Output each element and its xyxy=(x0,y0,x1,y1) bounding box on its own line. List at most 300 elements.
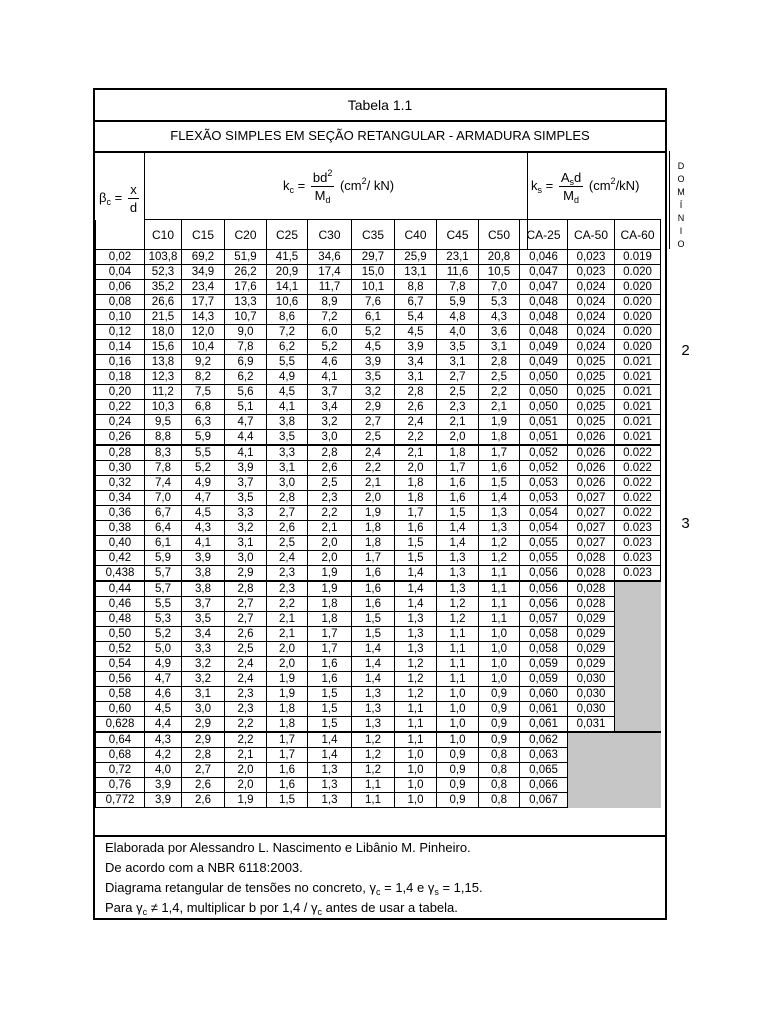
beta-cell: 0,58 xyxy=(96,687,145,702)
value-cell: 3,2 xyxy=(225,521,267,536)
value-cell: 1,5 xyxy=(308,702,352,717)
table-row xyxy=(96,551,661,566)
value-cell: 3,0 xyxy=(225,551,267,566)
value-cell: 1,7 xyxy=(308,627,352,642)
domain-3-label: 3 xyxy=(681,515,690,532)
value-cell: 0.023 xyxy=(615,521,661,536)
value-cell: 2,1 xyxy=(352,476,395,491)
value-cell: 0,056 xyxy=(520,566,568,582)
value-cell: 4,1 xyxy=(182,536,225,551)
table-row xyxy=(96,325,661,340)
value-cell: 1,8 xyxy=(308,597,352,612)
value-cell: 0,9 xyxy=(437,778,479,793)
value-cell: 2,2 xyxy=(395,430,437,446)
value-cell: 4,5 xyxy=(352,340,395,355)
value-cell: 1,8 xyxy=(352,536,395,551)
table-row xyxy=(96,506,661,521)
value-cell: 2,9 xyxy=(225,566,267,582)
value-cell: 3,1 xyxy=(267,461,308,476)
table-row xyxy=(96,310,661,325)
value-cell: 11,6 xyxy=(437,265,479,280)
value-cell: 4,8 xyxy=(437,310,479,325)
value-cell: 4,5 xyxy=(395,325,437,340)
empty-cell xyxy=(568,763,615,778)
empty-cell xyxy=(615,763,661,778)
value-cell: 1,1 xyxy=(479,612,520,627)
value-cell: 7,8 xyxy=(145,461,182,476)
value-cell: 1,1 xyxy=(395,717,437,733)
value-cell: 1,0 xyxy=(479,627,520,642)
value-cell: 1,4 xyxy=(352,657,395,672)
value-cell: 0,028 xyxy=(568,551,615,566)
value-cell: 4,1 xyxy=(225,445,267,461)
value-cell: 2,4 xyxy=(225,657,267,672)
value-cell: 2,1 xyxy=(267,612,308,627)
beta-cell: 0,54 xyxy=(96,657,145,672)
value-cell: 11,2 xyxy=(145,385,182,400)
value-cell: 1,8 xyxy=(267,702,308,717)
value-cell: 0.022 xyxy=(615,461,661,476)
beta-cell: 0,628 xyxy=(96,717,145,733)
value-cell: 0,9 xyxy=(479,702,520,717)
value-cell: 6,4 xyxy=(145,521,182,536)
table-row xyxy=(96,717,661,733)
value-cell: 2,6 xyxy=(267,521,308,536)
value-cell: 1,9 xyxy=(267,672,308,687)
value-cell: 2,6 xyxy=(395,400,437,415)
note-line-1: Elaborada por Alessandro L. Nascimento e Libânio M. Pinheiro. xyxy=(105,840,471,855)
table-row xyxy=(96,491,661,506)
table-row xyxy=(96,461,661,476)
table-row xyxy=(96,280,661,295)
value-cell: 0,025 xyxy=(568,370,615,385)
value-cell: 1,3 xyxy=(308,778,352,793)
beta-cell: 0,32 xyxy=(96,476,145,491)
value-cell: 0,056 xyxy=(520,581,568,597)
empty-cell xyxy=(615,748,661,763)
value-cell: 6,1 xyxy=(145,536,182,551)
value-cell: 6,2 xyxy=(267,340,308,355)
value-cell: 0,027 xyxy=(568,536,615,551)
beta-cell: 0,68 xyxy=(96,748,145,763)
table-row xyxy=(96,778,661,793)
value-cell: 0,025 xyxy=(568,415,615,430)
empty-cell xyxy=(568,748,615,763)
value-cell: 2,3 xyxy=(267,566,308,582)
value-cell: 5,1 xyxy=(225,400,267,415)
value-cell: 0.021 xyxy=(615,385,661,400)
value-cell: 0.020 xyxy=(615,340,661,355)
value-cell: 1,0 xyxy=(395,763,437,778)
value-cell: 3,1 xyxy=(225,536,267,551)
ks-formula: $k_s$ = $\frac{A_sd}{M_d}$ $(cm^2/kN)$ xyxy=(531,170,640,205)
beta-cell: 0,34 xyxy=(96,491,145,506)
empty-cell xyxy=(568,778,615,793)
value-cell: 0,054 xyxy=(520,506,568,521)
beta-cell: 0,56 xyxy=(96,672,145,687)
value-cell: 0,029 xyxy=(568,627,615,642)
value-cell: 0.021 xyxy=(615,430,661,446)
value-cell: 1,8 xyxy=(308,612,352,627)
value-cell: 1,9 xyxy=(479,415,520,430)
note-line-4: Para $\gamma_c \ne 1,4$, multiplicar b por $1,4 / \gamma_c$ antes de usar a tabela. xyxy=(105,900,458,917)
beta-cell: 0,30 xyxy=(96,461,145,476)
beta-cell: 0,28 xyxy=(96,445,145,461)
value-cell: 0,9 xyxy=(479,717,520,733)
beta-cell: 0,24 xyxy=(96,415,145,430)
table-row xyxy=(96,536,661,551)
value-cell: 5,2 xyxy=(352,325,395,340)
value-cell: 3,2 xyxy=(182,672,225,687)
value-cell: 2,7 xyxy=(225,612,267,627)
value-cell: 0,047 xyxy=(520,265,568,280)
value-cell: 1,2 xyxy=(437,597,479,612)
table-row xyxy=(96,581,661,597)
value-cell: 3,4 xyxy=(395,355,437,370)
value-cell: 1,1 xyxy=(437,627,479,642)
table-row xyxy=(96,445,661,461)
value-cell: 4,5 xyxy=(267,385,308,400)
beta-cell: 0,36 xyxy=(96,506,145,521)
value-cell: 17,4 xyxy=(308,265,352,280)
value-cell: 4,7 xyxy=(225,415,267,430)
value-cell: 2,0 xyxy=(352,491,395,506)
value-cell: 12,3 xyxy=(145,370,182,385)
value-cell: 3,4 xyxy=(182,627,225,642)
value-cell: 17,6 xyxy=(225,280,267,295)
value-cell: 0,048 xyxy=(520,325,568,340)
value-cell: 1,3 xyxy=(437,551,479,566)
value-cell: 3,5 xyxy=(225,491,267,506)
empty-cell xyxy=(615,597,661,612)
empty-cell xyxy=(568,793,615,808)
beta-cell: 0,438 xyxy=(96,566,145,582)
value-cell: 1,1 xyxy=(437,672,479,687)
value-cell: 5,0 xyxy=(145,642,182,657)
value-cell: 0,051 xyxy=(520,415,568,430)
value-cell: 3,1 xyxy=(395,370,437,385)
value-cell: 0,9 xyxy=(437,763,479,778)
value-cell: 1,1 xyxy=(352,793,395,808)
beta-cell: 0,06 xyxy=(96,280,145,295)
value-cell: 1,5 xyxy=(479,476,520,491)
table-subtitle: FLEXÃO SIMPLES EM SEÇÃO RETANGULAR - ARMADURA SIMPLES xyxy=(170,128,590,143)
value-cell: 7,8 xyxy=(437,280,479,295)
value-cell: 0.020 xyxy=(615,265,661,280)
value-cell: 1,1 xyxy=(479,597,520,612)
value-cell: 0,026 xyxy=(568,430,615,446)
value-cell: 20,8 xyxy=(479,250,520,265)
value-cell: 2,0 xyxy=(225,778,267,793)
value-cell: 25,9 xyxy=(395,250,437,265)
value-cell: 0,027 xyxy=(568,506,615,521)
value-cell: 1,0 xyxy=(479,642,520,657)
value-cell: 1,6 xyxy=(308,672,352,687)
value-cell: 2,0 xyxy=(267,657,308,672)
value-cell: 5,9 xyxy=(145,551,182,566)
table-row xyxy=(96,732,661,748)
value-cell: 1,2 xyxy=(352,748,395,763)
value-cell: 5,3 xyxy=(479,295,520,310)
value-cell: 8,8 xyxy=(395,280,437,295)
table-row xyxy=(96,340,661,355)
value-cell: 5,4 xyxy=(395,310,437,325)
col-header-beta xyxy=(96,220,145,250)
value-cell: 1,3 xyxy=(479,506,520,521)
table-row xyxy=(96,702,661,717)
value-cell: 0,050 xyxy=(520,400,568,415)
value-cell: 3,9 xyxy=(145,778,182,793)
beta-cell: 0,08 xyxy=(96,295,145,310)
empty-cell xyxy=(615,702,661,717)
value-cell: 3,5 xyxy=(437,340,479,355)
value-cell: 14,1 xyxy=(267,280,308,295)
value-cell: 10,1 xyxy=(352,280,395,295)
value-cell: 1,2 xyxy=(395,672,437,687)
value-cell: 5,5 xyxy=(145,597,182,612)
value-cell: 0,8 xyxy=(479,778,520,793)
value-cell: 4,6 xyxy=(145,687,182,702)
value-cell: 1,8 xyxy=(437,445,479,461)
value-cell: 1,2 xyxy=(352,763,395,778)
beta-cell: 0,14 xyxy=(96,340,145,355)
value-cell: 4,9 xyxy=(267,370,308,385)
beta-cell: 0,16 xyxy=(96,355,145,370)
value-cell: 29,7 xyxy=(352,250,395,265)
value-cell: 4,7 xyxy=(182,491,225,506)
value-cell: 2,1 xyxy=(225,748,267,763)
value-cell: 1,3 xyxy=(395,627,437,642)
value-cell: 0,028 xyxy=(568,597,615,612)
value-cell: 0,029 xyxy=(568,612,615,627)
value-cell: 3,7 xyxy=(225,476,267,491)
value-cell: 2,5 xyxy=(267,536,308,551)
value-cell: 1,4 xyxy=(352,672,395,687)
empty-cell xyxy=(615,672,661,687)
value-cell: 3,3 xyxy=(182,642,225,657)
value-cell: 0.023 xyxy=(615,566,661,582)
value-cell: 7,0 xyxy=(145,491,182,506)
value-cell: 3,0 xyxy=(308,430,352,446)
empty-cell xyxy=(615,642,661,657)
value-cell: 1,8 xyxy=(267,717,308,733)
beta-cell: 0,48 xyxy=(96,612,145,627)
col-header: C25 xyxy=(267,220,308,250)
value-cell: 0.022 xyxy=(615,476,661,491)
value-cell: 1,8 xyxy=(395,491,437,506)
value-cell: 8,3 xyxy=(145,445,182,461)
beta-cell: 0,18 xyxy=(96,370,145,385)
value-cell: 13,8 xyxy=(145,355,182,370)
value-cell: 0,026 xyxy=(568,445,615,461)
value-cell: 2,5 xyxy=(437,385,479,400)
value-cell: 2,5 xyxy=(225,642,267,657)
value-cell: 4,3 xyxy=(479,310,520,325)
value-cell: 34,6 xyxy=(308,250,352,265)
table-row xyxy=(96,687,661,702)
value-cell: 6,0 xyxy=(308,325,352,340)
value-cell: 10,6 xyxy=(267,295,308,310)
value-cell: 0.021 xyxy=(615,370,661,385)
value-cell: 2,4 xyxy=(225,672,267,687)
value-cell: 18,0 xyxy=(145,325,182,340)
value-cell: 0,065 xyxy=(520,763,568,778)
divider xyxy=(95,835,665,837)
value-cell: 9,0 xyxy=(225,325,267,340)
value-cell: 1,3 xyxy=(479,521,520,536)
value-cell: 1,7 xyxy=(267,748,308,763)
value-cell: 26,2 xyxy=(225,265,267,280)
value-cell: 0,8 xyxy=(479,748,520,763)
value-cell: 2,6 xyxy=(225,627,267,642)
value-cell: 41,5 xyxy=(267,250,308,265)
beta-cell: 0,10 xyxy=(96,310,145,325)
value-cell: 3,5 xyxy=(182,612,225,627)
value-cell: 0.022 xyxy=(615,445,661,461)
beta-c-formula: $\beta_c$ = $\frac{x}{d}$ xyxy=(99,182,138,215)
col-header: C35 xyxy=(352,220,395,250)
value-cell: 2,3 xyxy=(437,400,479,415)
table-row xyxy=(96,672,661,687)
value-cell: 23,4 xyxy=(182,280,225,295)
value-cell: 1,4 xyxy=(395,581,437,597)
value-cell: 3,2 xyxy=(352,385,395,400)
value-cell: 0,023 xyxy=(568,265,615,280)
value-cell: 1,0 xyxy=(437,717,479,733)
value-cell: 0,028 xyxy=(568,581,615,597)
value-cell: 0,050 xyxy=(520,385,568,400)
value-cell: 4,0 xyxy=(437,325,479,340)
value-cell: 3,5 xyxy=(352,370,395,385)
col-header: CA-60 xyxy=(615,220,661,250)
beta-cell: 0,20 xyxy=(96,385,145,400)
value-cell: 3,1 xyxy=(479,340,520,355)
value-cell: 1,8 xyxy=(479,430,520,446)
value-cell: 7,0 xyxy=(479,280,520,295)
value-cell: 0,066 xyxy=(520,778,568,793)
value-cell: 51,9 xyxy=(225,250,267,265)
col-header: CA-25 xyxy=(520,220,568,250)
value-cell: 7,5 xyxy=(182,385,225,400)
value-cell: 0,030 xyxy=(568,672,615,687)
value-cell: 0,047 xyxy=(520,280,568,295)
value-cell: 3,4 xyxy=(308,400,352,415)
value-cell: 1,7 xyxy=(308,642,352,657)
divider xyxy=(95,151,665,153)
value-cell: 1,8 xyxy=(395,476,437,491)
value-cell: 0.019 xyxy=(615,250,661,265)
value-cell: 1,9 xyxy=(308,566,352,582)
value-cell: 8,2 xyxy=(182,370,225,385)
value-cell: 9,2 xyxy=(182,355,225,370)
value-cell: 1,5 xyxy=(395,536,437,551)
value-cell: 6,7 xyxy=(145,506,182,521)
table-row xyxy=(96,521,661,536)
value-cell: 1,9 xyxy=(267,687,308,702)
value-cell: 2,0 xyxy=(395,461,437,476)
domain-2-label: 2 xyxy=(681,342,690,359)
value-cell: 1,3 xyxy=(352,702,395,717)
value-cell: 1,2 xyxy=(437,612,479,627)
value-cell: 0,048 xyxy=(520,310,568,325)
table-row xyxy=(96,370,661,385)
value-cell: 4,3 xyxy=(182,521,225,536)
empty-cell xyxy=(615,793,661,808)
value-cell: 0,026 xyxy=(568,461,615,476)
value-cell: 1,5 xyxy=(352,627,395,642)
value-cell: 1,5 xyxy=(352,612,395,627)
value-cell: 6,3 xyxy=(182,415,225,430)
value-cell: 4,5 xyxy=(182,506,225,521)
value-cell: 3,6 xyxy=(479,325,520,340)
value-cell: 0,9 xyxy=(437,748,479,763)
value-cell: 0,058 xyxy=(520,627,568,642)
value-cell: 5,6 xyxy=(225,385,267,400)
value-cell: 0,052 xyxy=(520,445,568,461)
value-cell: 3,8 xyxy=(267,415,308,430)
beta-cell: 0,50 xyxy=(96,627,145,642)
value-cell: 2,2 xyxy=(225,732,267,748)
value-cell: 1,2 xyxy=(395,657,437,672)
empty-cell xyxy=(615,717,661,733)
table-row xyxy=(96,763,661,778)
empty-cell xyxy=(615,612,661,627)
value-cell: 2,1 xyxy=(479,400,520,415)
value-cell: 0,054 xyxy=(520,521,568,536)
value-cell: 1,9 xyxy=(225,793,267,808)
value-cell: 2,8 xyxy=(308,445,352,461)
empty-cell xyxy=(615,778,661,793)
value-cell: 2,5 xyxy=(479,370,520,385)
value-cell: 13,3 xyxy=(225,295,267,310)
value-cell: 0,067 xyxy=(520,793,568,808)
beta-cell: 0,40 xyxy=(96,536,145,551)
value-cell: 8,6 xyxy=(267,310,308,325)
value-cell: 1,6 xyxy=(308,657,352,672)
value-cell: 1,5 xyxy=(308,717,352,733)
table-row xyxy=(96,265,661,280)
col-header: C20 xyxy=(225,220,267,250)
value-cell: 26,6 xyxy=(145,295,182,310)
value-cell: 1,4 xyxy=(437,521,479,536)
table-row xyxy=(96,566,661,582)
value-cell: 1,7 xyxy=(395,506,437,521)
value-cell: 3,9 xyxy=(182,551,225,566)
value-cell: 2,6 xyxy=(308,461,352,476)
value-cell: 10,7 xyxy=(225,310,267,325)
beta-cell: 0,22 xyxy=(96,400,145,415)
value-cell: 1,6 xyxy=(267,763,308,778)
beta-cell: 0,52 xyxy=(96,642,145,657)
value-cell: 0,029 xyxy=(568,642,615,657)
value-cell: 1,7 xyxy=(479,445,520,461)
value-cell: 1,8 xyxy=(352,521,395,536)
value-cell: 3,8 xyxy=(182,581,225,597)
table-row xyxy=(96,430,661,446)
value-cell: 2,4 xyxy=(267,551,308,566)
value-cell: 3,9 xyxy=(395,340,437,355)
value-cell: 0,9 xyxy=(479,732,520,748)
value-cell: 1,3 xyxy=(437,566,479,582)
table-row xyxy=(96,415,661,430)
value-cell: 2,8 xyxy=(479,355,520,370)
empty-cell xyxy=(615,627,661,642)
value-cell: 3,9 xyxy=(352,355,395,370)
value-cell: 0,9 xyxy=(479,687,520,702)
empty-cell xyxy=(615,687,661,702)
value-cell: 1,3 xyxy=(352,687,395,702)
value-cell: 1,2 xyxy=(352,732,395,748)
